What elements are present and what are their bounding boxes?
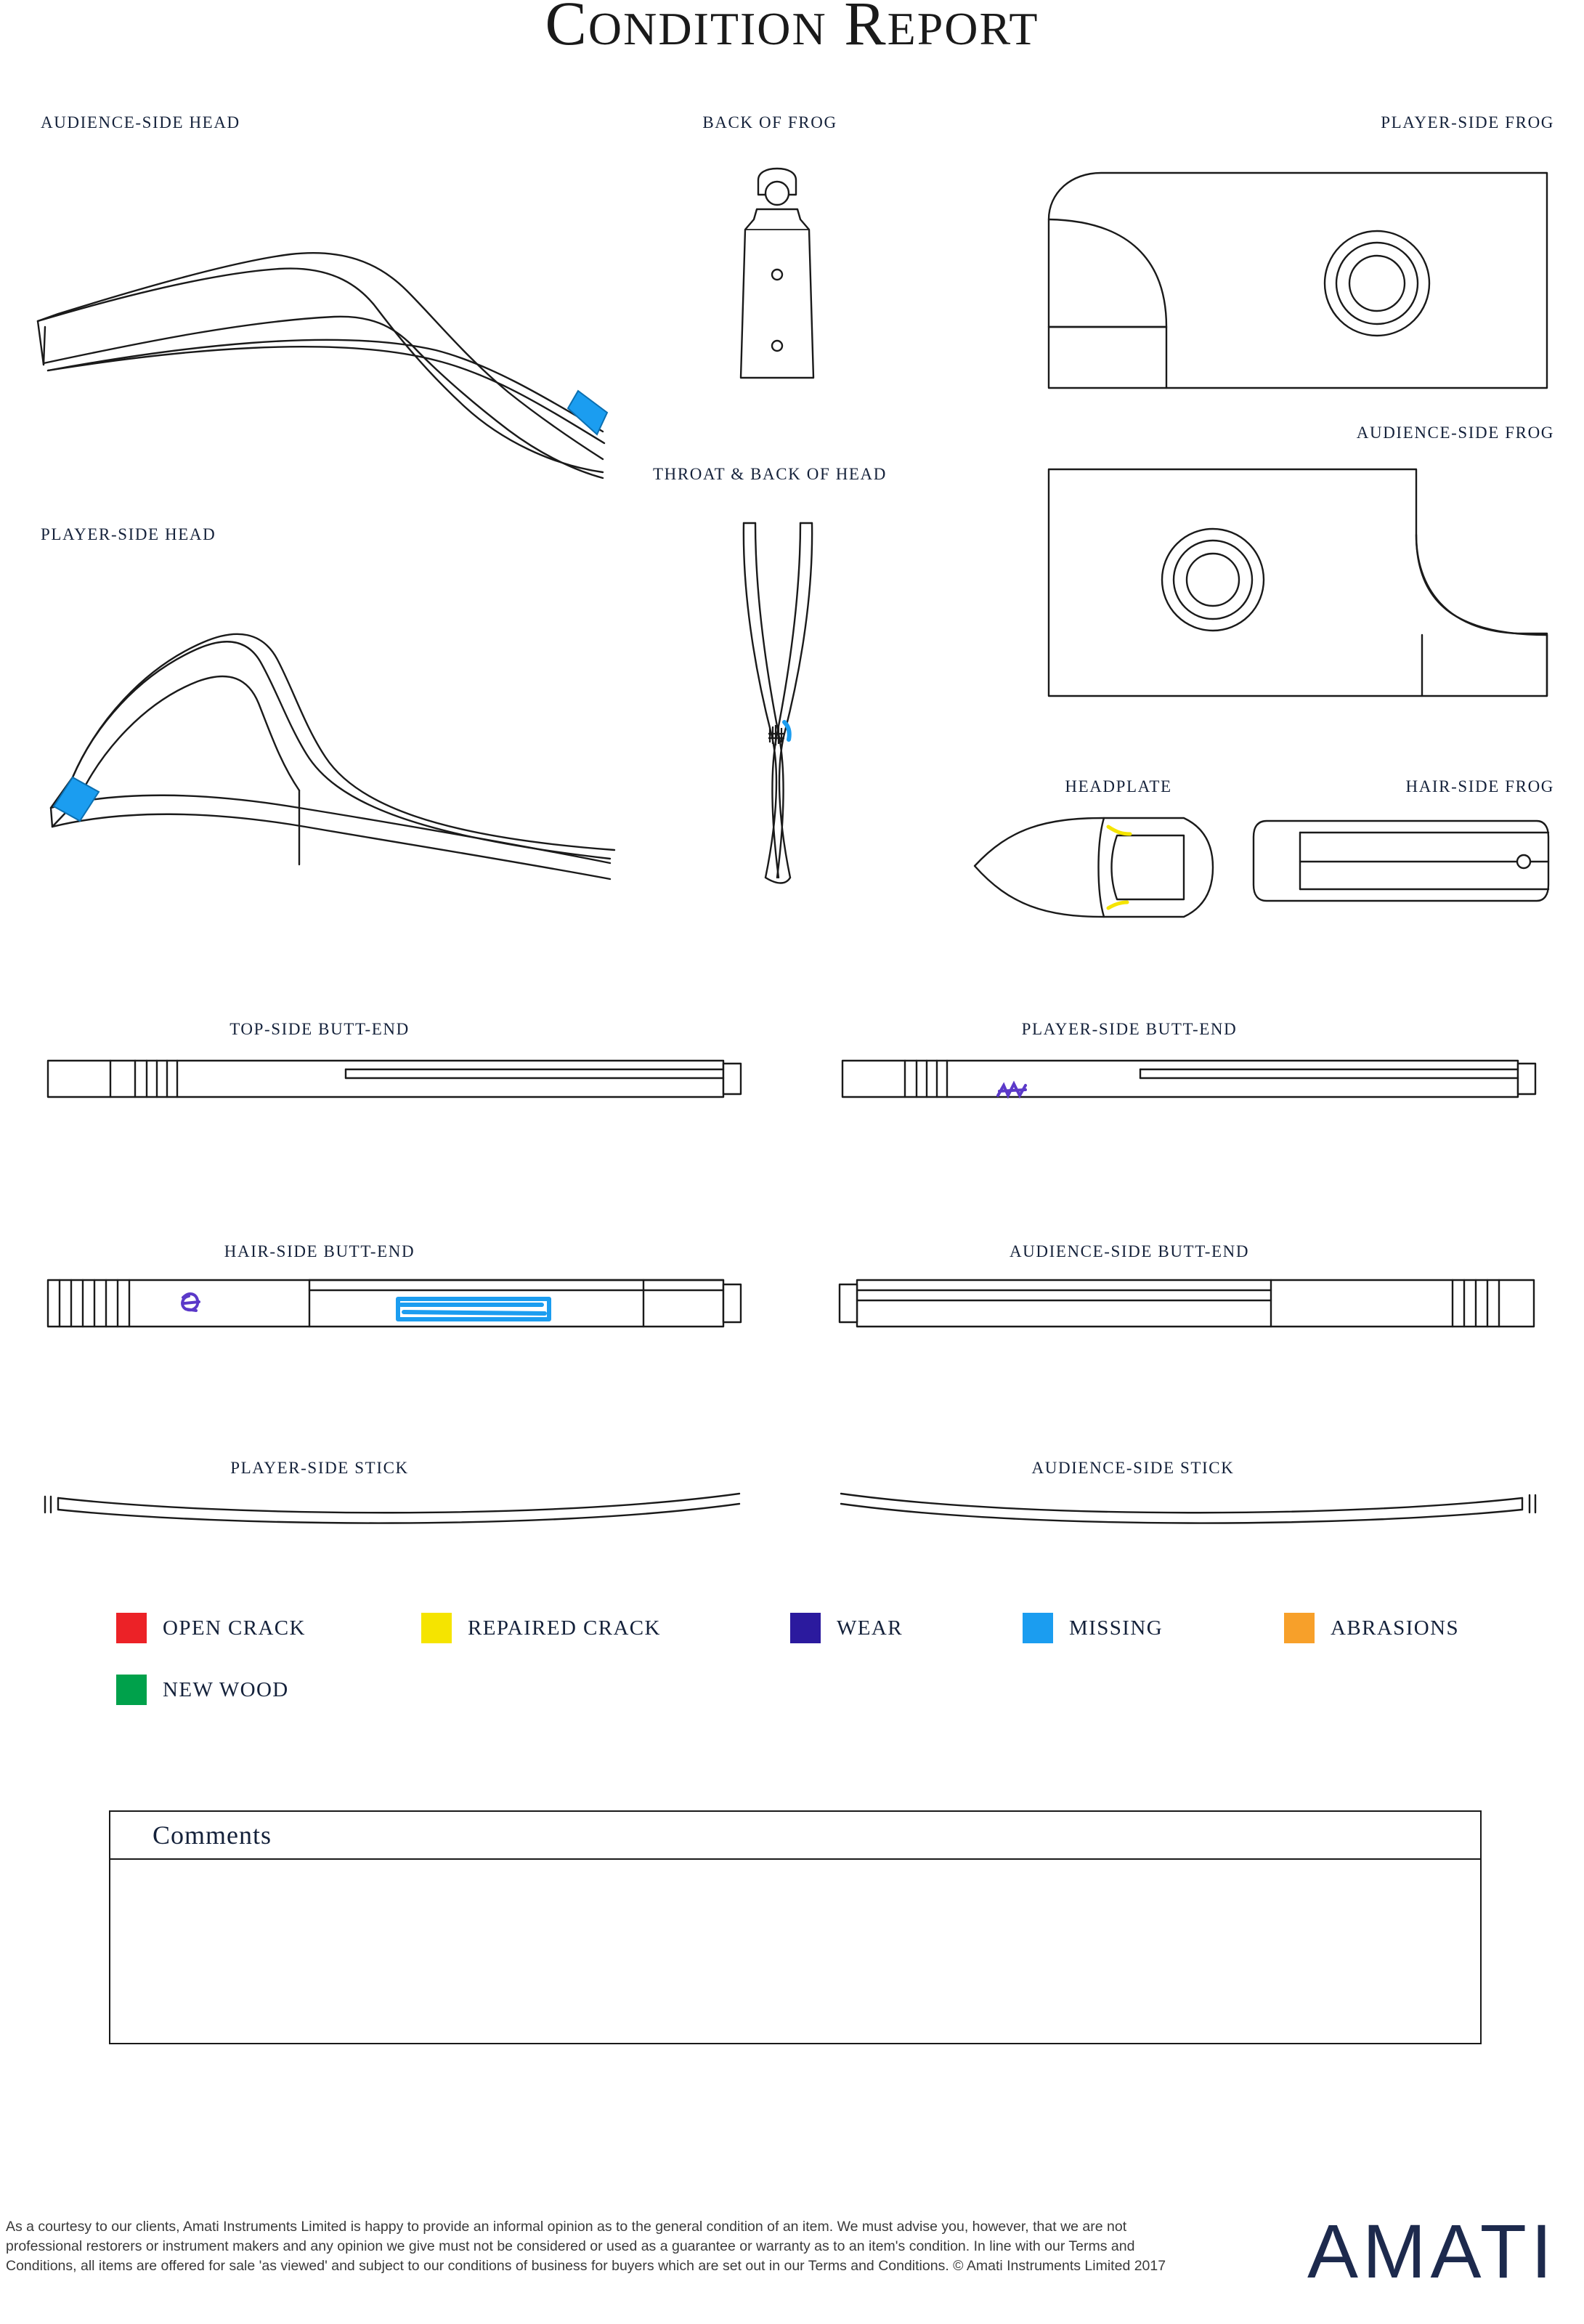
comments-heading-text: Comments xyxy=(153,1821,272,1850)
comments-input-area[interactable] xyxy=(110,1860,1480,2044)
legend-item-wear xyxy=(790,1613,1023,1643)
legend-swatch-abrasions xyxy=(1284,1613,1315,1643)
label-top-side-butt-end: TOP-SIDE BUTT-END xyxy=(230,1020,410,1038)
label-hair-side-butt-end: HAIR-SIDE BUTT-END xyxy=(224,1242,415,1260)
legend-item-abrasions xyxy=(1284,1613,1459,1643)
label-player-side-stick: PLAYER-SIDE STICK xyxy=(230,1459,409,1477)
label-throat-back-of-head: THROAT & BACK OF HEAD xyxy=(653,465,887,483)
drawing-player-side-head xyxy=(29,559,625,872)
drawing-hair-side-frog xyxy=(1249,814,1554,908)
legend-label-open-crack: OPEN CRACK xyxy=(163,1616,306,1640)
label-audience-side-head: AUDIENCE-SIDE HEAD xyxy=(41,113,240,131)
legend-item-missing xyxy=(1023,1613,1284,1643)
drawing-audience-side-head xyxy=(29,153,625,458)
label-player-side-head: PLAYER-SIDE HEAD xyxy=(41,525,216,543)
label-back-of-frog: BACK OF FROG xyxy=(702,113,837,131)
page-title-text: CONDITION REPORT xyxy=(545,0,1039,58)
drawing-audience-side-frog xyxy=(1039,456,1554,703)
legend-label-repaired-crack: REPAIRED CRACK xyxy=(468,1616,661,1640)
legend-swatch-repaired-crack xyxy=(421,1613,452,1643)
legend-label-wear: WEAR xyxy=(837,1616,903,1640)
drawing-headplate xyxy=(966,814,1220,923)
legend-swatch-wear xyxy=(790,1613,821,1643)
legend-label-new-wood: NEW WOOD xyxy=(163,1677,289,1701)
drawing-player-side-frog xyxy=(1039,158,1554,405)
legend-item-open-crack xyxy=(116,1613,421,1643)
label-audience-side-butt-end: AUDIENCE-SIDE BUTT-END xyxy=(1009,1242,1250,1260)
legend-swatch-new-wood xyxy=(116,1675,147,1705)
drawing-player-side-stick xyxy=(41,1488,745,1531)
drawing-audience-side-butt-end xyxy=(835,1268,1540,1341)
drawing-top-side-butt-end xyxy=(41,1046,745,1112)
legend-swatch-missing xyxy=(1023,1613,1053,1643)
legend-item-repaired-crack xyxy=(421,1613,790,1643)
legend-label-abrasions: ABRASIONS xyxy=(1331,1616,1459,1640)
label-headplate: HEADPLATE xyxy=(1065,777,1172,795)
page-title xyxy=(0,0,1584,60)
drawing-player-side-butt-end xyxy=(835,1046,1540,1112)
legend-item-new-wood xyxy=(116,1675,289,1705)
drawing-throat-back-of-head xyxy=(726,516,842,894)
comments-box[interactable] xyxy=(109,1810,1482,2044)
drawing-hair-side-butt-end xyxy=(41,1268,745,1341)
legend-row-2 xyxy=(116,1675,289,1705)
drawing-audience-side-stick xyxy=(835,1488,1540,1531)
drawing-back-of-frog xyxy=(712,166,842,405)
label-player-side-butt-end: PLAYER-SIDE BUTT-END xyxy=(1021,1020,1238,1038)
legend-label-missing: MISSING xyxy=(1069,1616,1163,1640)
label-audience-side-frog: AUDIENCE-SIDE FROG xyxy=(1356,424,1554,442)
label-audience-side-stick: AUDIENCE-SIDE STICK xyxy=(1031,1459,1235,1477)
label-player-side-frog: PLAYER-SIDE FROG xyxy=(1381,113,1554,131)
label-hair-side-frog: HAIR-SIDE FROG xyxy=(1405,777,1554,795)
legend-swatch-open-crack xyxy=(116,1613,147,1643)
brand-logo: AMATI xyxy=(1307,2209,1557,2294)
legend-row-1 xyxy=(116,1613,1459,1643)
comments-heading xyxy=(110,1812,1480,1860)
footer-disclaimer: As a courtesy to our clients, Amati Instruments Limited is happy to provide an informal opinion as to the general condition of an item. We must advise you, however, that we are not professional restorers or instrument makers and any opinion we give must not be considered or used as a guarantee or warranty as to an item's condition. In line with our Terms and Conditions, all items are offered for sale 'as viewed' and subject to our conditions of business for buyers which are set out in our Terms and Conditions. © Amati Instruments Limited 2017 xyxy=(6,2219,1166,2274)
